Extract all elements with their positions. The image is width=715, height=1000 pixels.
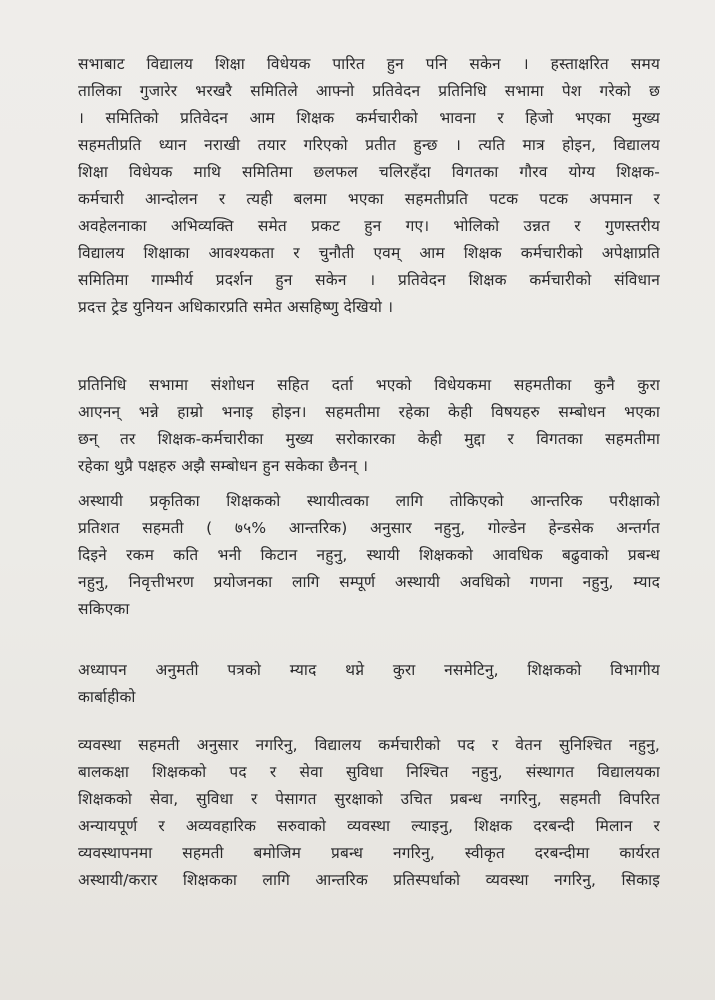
text-line: आएनन् भन्ने हाम्रो भनाइ होइन। सहमतीमा रहेका केही विषयहरु सम्बोधन भएका <box>78 403 660 421</box>
text-line: विद्यालय शिक्षाका आवश्यकता र चुनौती एवम् आम शिक्षक कर्मचारीको अपेक्षाप्रति <box>78 244 660 262</box>
paragraph-4 <box>78 657 660 711</box>
text-line: अवहेलनाका अभिव्यक्ति समेत प्रकट हुन गए। भोलिको उन्नत र गुणस्तरीय <box>78 217 660 235</box>
text-line: प्रदत्त ट्रेड युनियन अधिकारप्रति समेत असहिष्णु देखियो । <box>78 298 394 316</box>
text-line: दिइने रकम कति भनी किटान नहुनु, स्थायी शिक्षकको आवधिक बढुवाको प्रबन्ध <box>78 546 660 564</box>
text-line: तालिका गुजारेर भरखरै समितिले आफ्नो प्रतिवेदन प्रतिनिधि सभामा पेश गरेको छ <box>78 82 660 100</box>
text-line: प्रतिनिधि सभामा संशोधन सहित दर्ता भएको विधेयकमा सहमतीका कुनै कुरा <box>78 376 660 394</box>
text-line: नहुनु, निवृत्तीभरण प्रयोजनका लागि सम्पूर्ण अस्थायी अवधिको गणना नहुनु, म्याद <box>78 573 660 591</box>
text-line: अस्थायी/करार शिक्षकका लागि आन्तरिक प्रतिस्पर्धाको व्यवस्था नगरिनु, सिकाइ <box>78 871 660 889</box>
text-line: प्रतिशत सहमती ( ७५% आन्तरिक) अनुसार नहुनु, गोल्डेन हेन्डसेक अन्तर्गत <box>78 519 660 537</box>
text-line: सकिएका <box>78 600 130 618</box>
text-line: अन्यायपूर्ण र अव्यवहारिक सरुवाको व्यवस्था ल्याइनु, शिक्षक दरबन्दी मिलान र <box>78 817 660 835</box>
text-line: शिक्षा विधेयक माथि समितिमा छलफल चलिरहँदा विगतका गौरव योग्य शिक्षक- <box>78 163 660 181</box>
text-line: कर्मचारी आन्दोलन र त्यही बलमा भएका सहमतीप्रति पटक पटक अपमान र <box>78 190 660 208</box>
text-line: अस्थायी प्रकृतिका शिक्षकको स्थायीत्वका लागि तोकिएको आन्तरिक परीक्षाको <box>78 492 660 510</box>
text-line: व्यवस्था सहमती अनुसार नगरिनु, विद्यालय कर्मचारीको पद र वेतन सुनिश्चित नहुनु, <box>78 736 660 754</box>
paragraph-1 <box>78 51 660 321</box>
paragraph-2 <box>78 372 660 480</box>
text-line: सहमतीप्रति ध्यान नराखी तयार गरिएको प्रतीत हुन्छ । त्यति मात्र होइन, विद्यालय <box>78 136 660 154</box>
text-line: कार्बाहीको <box>78 688 136 706</box>
text-line: बालकक्षा शिक्षकको पद र सेवा सुविधा निश्चित नहुनु, संस्थागत विद्यालयका <box>78 763 660 781</box>
paragraph-3 <box>78 488 660 623</box>
paragraph-5 <box>78 732 660 894</box>
text-line: रहेका थुप्रै पक्षहरु अझै सम्बोधन हुन सकेका छैनन् । <box>78 457 369 475</box>
text-line: शिक्षकको सेवा, सुविधा र पेसागत सुरक्षाको उचित प्रबन्ध नगरिनु, सहमती विपरित <box>78 790 660 808</box>
text-line: व्यवस्थापनमा सहमती बमोजिम प्रबन्ध नगरिनु, स्वीकृत दरबन्दीमा कार्यरत <box>78 844 660 862</box>
text-line: अध्यापन अनुमती पत्रको म्याद थप्ने कुरा नसमेटिनु, शिक्षकको विभागीय <box>78 661 660 679</box>
text-line: । समितिको प्रतिवेदन आम शिक्षक कर्मचारीको भावना र हिजो भएका मुख्य <box>78 109 660 127</box>
text-line: छन् तर शिक्षक-कर्मचारीका मुख्य सरोकारका केही मुद्दा र विगतका सहमतीमा <box>78 430 660 448</box>
text-line: समितिमा गाम्भीर्य प्रदर्शन हुन सकेन । प्रतिवेदन शिक्षक कर्मचारीको संविधान <box>78 271 660 289</box>
text-line: सभाबाट विद्यालय शिक्षा विधेयक पारित हुन पनि सकेन । हस्ताक्षरित समय <box>78 55 660 73</box>
